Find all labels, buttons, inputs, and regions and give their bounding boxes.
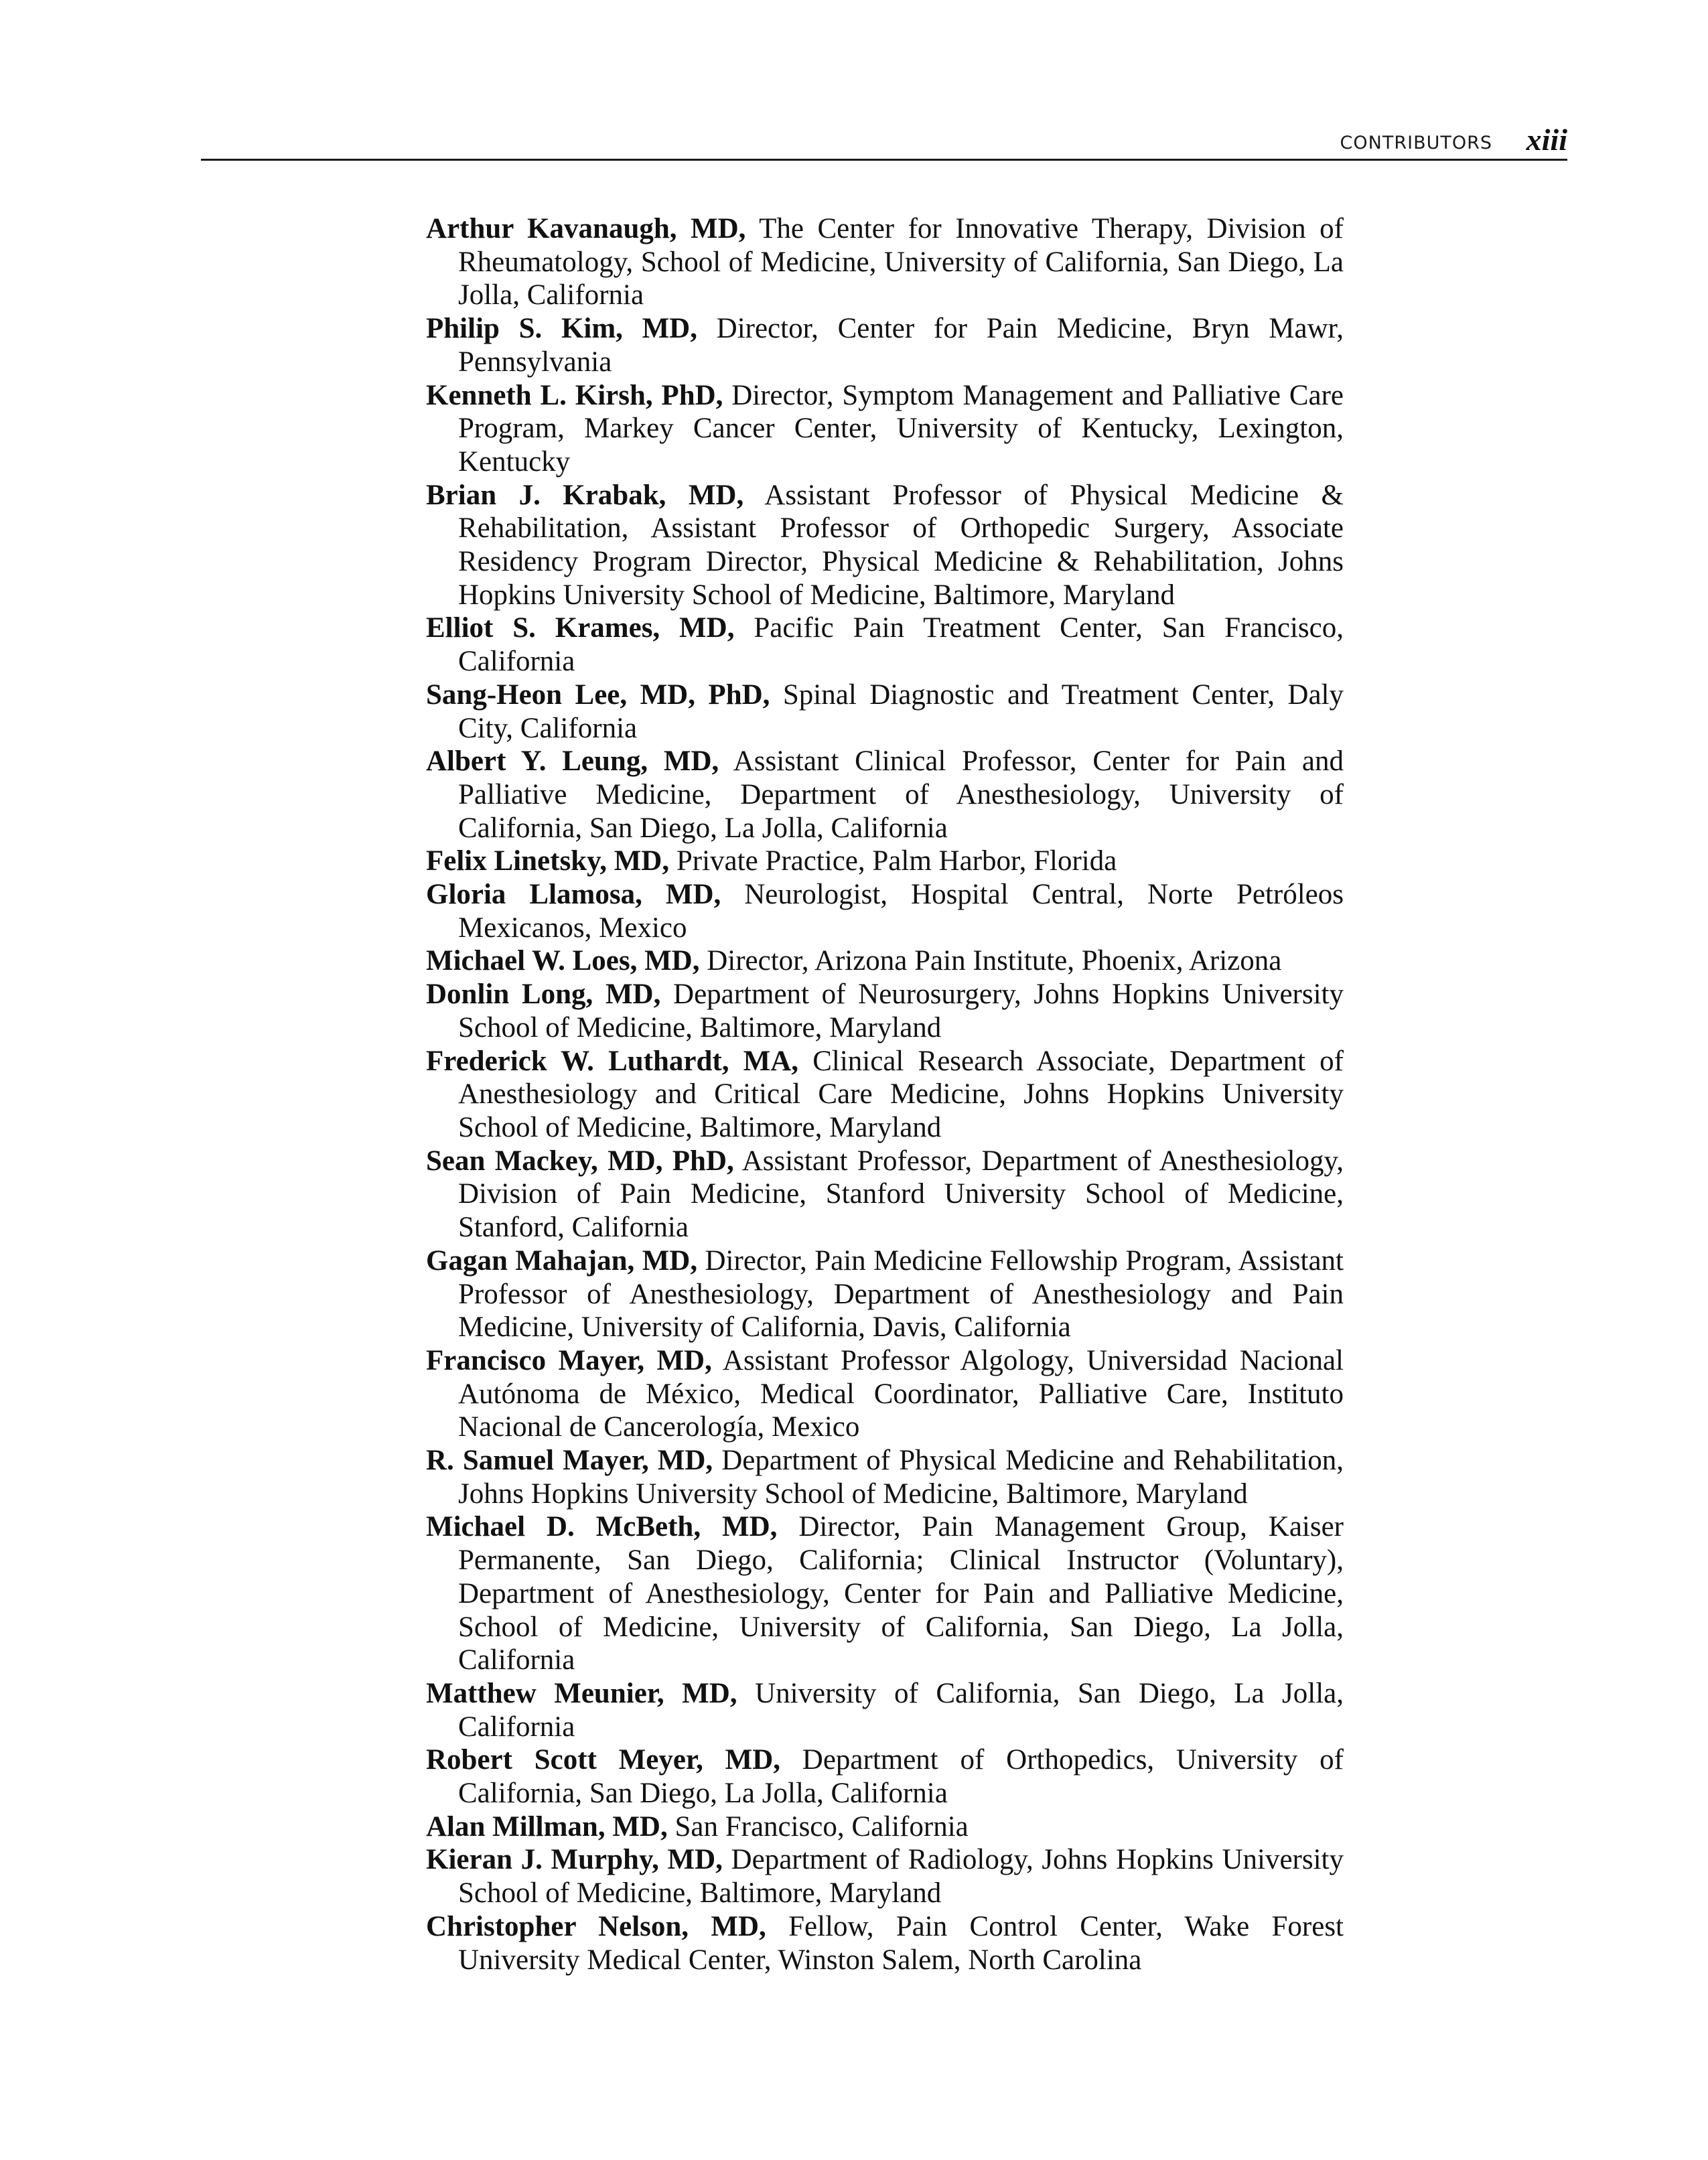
contributor-name: Francisco Mayer, MD, [426,1344,712,1376]
contributor-name: Kieran J. Murphy, MD, [426,1844,723,1876]
contributor-name: Robert Scott Meyer, MD, [426,1744,780,1776]
contributor-affiliation: Assistant Professor of Physical Medicine & Rehabilitation, Assistant Professor of Orthopedic Surgery, Associate Residency Program Director, Physical Medicine & Rehabilitation, Johns Hopkins University School of Medicine, Baltimore, Maryland [458,479,1344,611]
contributor-affiliation: Department of Radiology, Johns Hopkins University School of Medicine, Baltimore, Maryland [458,1844,1344,1910]
contributor-name: Philip S. Kim, MD, [426,313,697,345]
contributor-affiliation: The Center for Innovative Therapy, Division of Rheumatology, School of Medicine, University of California, San Diego, La Jolla, California [458,213,1344,311]
contributor-entry [426,212,1344,312]
contributor-affiliation: Department of Physical Medicine and Rehabilitation, Johns Hopkins University School of Medicine, Baltimore, Maryland [458,1445,1344,1510]
contributor-affiliation: Pacific Pain Treatment Center, San Francisco, California [458,612,1344,678]
contributor-name: Gagan Mahajan, MD, [426,1244,698,1277]
contributor-entry [426,479,1344,612]
contributor-name: Michael W. Loes, MD, [426,945,700,977]
contributor-entry [426,1444,1344,1510]
contributor-name: Kenneth L. Kirsh, PhD, [426,379,723,411]
contributor-entry [426,1244,1344,1344]
contributor-name: Christopher Nelson, MD, [426,1910,766,1942]
contributor-affiliation: Department of Neurosurgery, Johns Hopkins University School of Medicine, Baltimore, Maryland [458,979,1344,1043]
contributor-entry [426,1344,1344,1444]
contributor-affiliation: Spinal Diagnostic and Treatment Center, Daly City, California [458,678,1344,744]
contributor-entry [426,1910,1344,1976]
contributor-affiliation: University of California, San Diego, La Jolla, California [458,1677,1344,1743]
contributor-name: Alan Millman, MD, [426,1810,668,1843]
contributor-affiliation: Director, Pain Management Group, Kaiser Permanente, San Diego, California; Clinical Instructor (Voluntary), Department of Anesthesiology, Center for Pain and Palliative Medicine, School of Medicine, University of California, San Diego, La Jolla, California [458,1511,1344,1676]
running-head [201,124,1567,161]
contributor-name: Michael D. McBeth, MD, [426,1511,778,1543]
contributor-affiliation: Director, Symptom Management and Palliative Care Program, Markey Cancer Center, University of Kentucky, Lexington, Kentucky [458,379,1344,478]
section-label: CONTRIBUTORS [1340,133,1492,153]
contributor-entry [426,845,1344,878]
contributor-affiliation: San Francisco, California [667,1810,969,1843]
contributor-affiliation: Assistant Professor Algology, Universidad Nacional Autónoma de México, Medical Coordinator, Palliative Care, Instituto Nacional de Cancerología, Mexico [458,1344,1344,1443]
contributor-name: Frederick W. Luthardt, MA, [426,1045,799,1077]
contributor-entry [426,745,1344,845]
contributor-affiliation: Director, Pain Medicine Fellowship Program, Assistant Professor of Anesthesiology, Department of Anesthesiology and Pain Medicine, University of California, Davis, California [458,1244,1344,1344]
contributor-entry [426,1677,1344,1743]
contributor-affiliation: Assistant Clinical Professor, Center for Pain and Palliative Medicine, Department of Anesthesiology, University of California, San Diego, La Jolla, California [458,745,1344,844]
contributor-name: Sang-Heon Lee, MD, PhD, [426,678,770,711]
contributor-name: Elliot S. Krames, MD, [426,612,735,644]
contributor-name: Brian J. Krabak, MD, [426,479,744,511]
contributor-entry [426,379,1344,479]
contributor-name: Arthur Kavanaugh, MD, [426,213,746,244]
contributor-name: R. Samuel Mayer, MD, [426,1445,713,1477]
contributor-entry [426,1145,1344,1244]
contributor-name: Felix Linetsky, MD, [426,845,670,877]
contributor-name: Donlin Long, MD, [426,979,661,1011]
contributor-affiliation: Director, Arizona Pain Institute, Phoenix, Arizona [699,945,1282,977]
contributor-entry [426,878,1344,944]
contributor-affiliation: Private Practice, Palm Harbor, Florida [669,845,1117,877]
contributor-list [426,212,1344,1976]
contributor-entry [426,1510,1344,1677]
contributor-entry [426,678,1344,745]
contributor-entry [426,978,1344,1044]
contributor-entry [426,312,1344,378]
contributor-name: Matthew Meunier, MD, [426,1677,737,1709]
contributor-entry [426,1743,1344,1810]
contributor-entry [426,944,1344,978]
contributor-affiliation: Assistant Professor, Department of Anesthesiology, Division of Pain Medicine, Stanford University School of Medicine, Stanford, California [458,1145,1344,1244]
contributor-name: Sean Mackey, MD, PhD, [426,1145,734,1177]
contributor-entry [426,611,1344,678]
page-number: xiii [1526,123,1567,157]
contributor-entry [426,1810,1344,1844]
contributor-name: Albert Y. Leung, MD, [426,745,719,778]
contributor-name: Gloria Llamosa, MD, [426,879,721,911]
contributor-affiliation: Fellow, Pain Control Center, Wake Forest University Medical Center, Winston Salem, North Carolina [458,1910,1344,1976]
contributor-affiliation: Neurologist, Hospital Central, Norte Petróleos Mexicanos, Mexico [458,879,1344,944]
contributor-affiliation: Department of Orthopedics, University of California, San Diego, La Jolla, California [458,1744,1344,1810]
contributor-entry [426,1843,1344,1910]
contributor-affiliation: Director, Center for Pain Medicine, Bryn Mawr, Pennsylvania [458,313,1344,378]
contributor-affiliation: Clinical Research Associate, Department of Anesthesiology and Critical Care Medicine, Johns Hopkins University School of Medicine, Baltimore, Maryland [458,1045,1344,1143]
contributor-entry [426,1045,1344,1145]
